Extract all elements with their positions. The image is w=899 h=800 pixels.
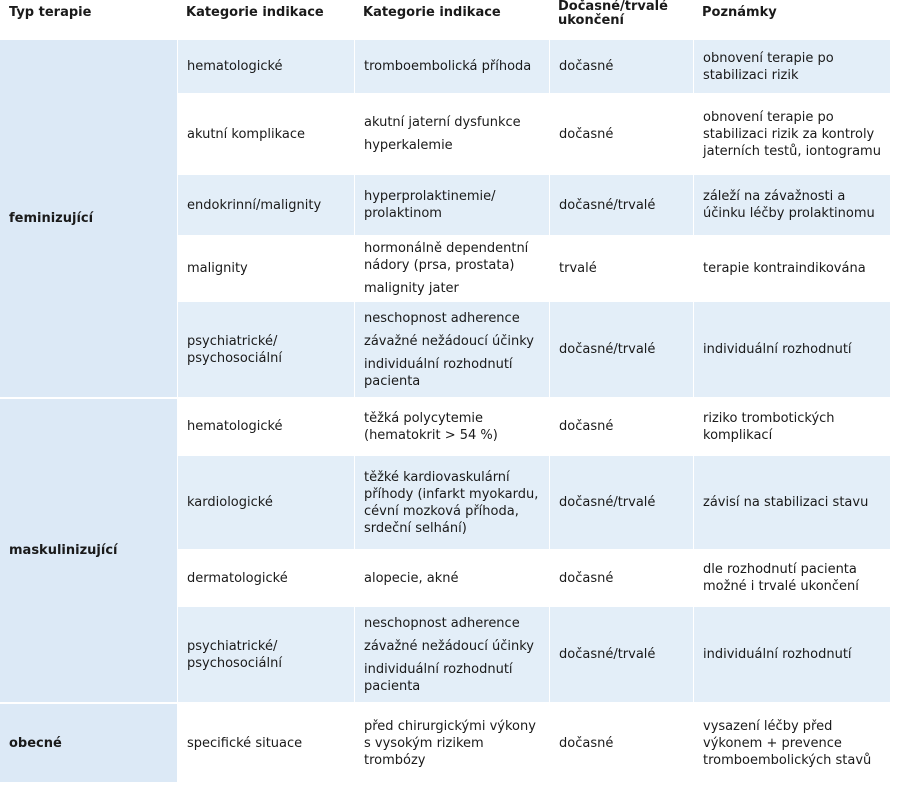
- indication-item: hormonálně dependentní nádory (prsa, prostata): [364, 241, 529, 273]
- header-row: [0, 0, 890, 40]
- duration-cell: dočasné: [549, 40, 693, 95]
- header-indication-detail: Kategorie indikace: [363, 5, 501, 20]
- indication-detail-cell: [354, 551, 549, 607]
- table-row: [0, 399, 890, 456]
- therapy-type-cell: maskulinizující: [0, 399, 177, 704]
- note-cell: dle rozhodnutí pacienta možné i trvalé ukončení: [693, 551, 890, 607]
- header-duration: Dočasné/trvalé ukončení: [558, 0, 668, 28]
- indication-detail-cell: [354, 95, 549, 175]
- indication-category-cell: akutní komplikace: [177, 95, 354, 175]
- indication-item: závažné nežádoucí účinky: [364, 333, 535, 349]
- table-row: [0, 704, 890, 784]
- duration-cell: dočasné/trvalé: [549, 456, 693, 551]
- indication-detail-cell: [354, 237, 549, 302]
- note-cell: individuální rozhodnutí: [693, 607, 890, 704]
- note-cell: závisí na stabilizaci stavu: [693, 456, 890, 551]
- indication-category-cell: endokrinní/malignity: [177, 175, 354, 237]
- indication-detail-cell: [354, 607, 549, 704]
- indication-item: neschopnost adherence: [364, 615, 520, 631]
- header-indication-category: Kategorie indikace: [186, 5, 324, 20]
- note-cell: individuální rozhodnutí: [693, 302, 890, 399]
- indication-detail-cell: [354, 704, 549, 784]
- indication-item: tromboembolická příhoda: [364, 59, 532, 74]
- indication-item: těžké kardiovaskulární příhody (infarkt myokardu, cévní mozková příhoda, srdeční selhání): [364, 469, 539, 536]
- header-therapy-type: Typ terapie: [9, 5, 92, 20]
- indication-category-cell: psychiatrické/ psychosociální: [177, 607, 354, 704]
- table-row: [0, 40, 890, 95]
- indication-detail-cell: [354, 175, 549, 237]
- duration-cell: dočasné/trvalé: [549, 607, 693, 704]
- duration-cell: dočasné: [549, 551, 693, 607]
- duration-cell: dočasné: [549, 704, 693, 784]
- indication-category-cell: hematologické: [177, 399, 354, 456]
- note-cell: terapie kontraindikována: [693, 237, 890, 302]
- indication-item: individuální rozhodnutí pacienta: [364, 356, 513, 389]
- therapy-type-cell: obecné: [0, 704, 177, 784]
- note-cell: obnovení terapie po stabilizaci rizik: [693, 40, 890, 95]
- duration-cell: dočasné: [549, 399, 693, 456]
- duration-cell: dočasné/trvalé: [549, 302, 693, 399]
- indication-item: před chirurgickými výkony s vysokým rizikem trombózy: [364, 718, 536, 768]
- indication-category-cell: dermatologické: [177, 551, 354, 607]
- indication-item: závažné nežádoucí účinky: [364, 638, 535, 654]
- therapy-type-cell: feminizující: [0, 40, 177, 399]
- indication-category-cell: psychiatrické/ psychosociální: [177, 302, 354, 399]
- indication-item: individuální rozhodnutí pacienta: [364, 661, 513, 694]
- note-cell: záleží na závažnosti a účinku léčby prolaktinomu: [693, 175, 890, 237]
- note-cell: riziko trombotických komplikací: [693, 399, 890, 456]
- indication-detail-cell: [354, 399, 549, 456]
- indication-category-cell: hematologické: [177, 40, 354, 95]
- indication-item: neschopnost adherence: [364, 310, 520, 326]
- indication-item: malignity jater: [364, 281, 459, 296]
- table-header: [0, 0, 890, 40]
- indication-item: hyperprolaktinemie/ prolaktinom: [364, 189, 496, 221]
- duration-cell: dočasné/trvalé: [549, 175, 693, 237]
- header-notes: Poznámky: [702, 5, 777, 20]
- indication-detail-cell: [354, 456, 549, 551]
- indication-category-cell: malignity: [177, 237, 354, 302]
- indication-detail-cell: [354, 40, 549, 95]
- indication-detail-cell: [354, 302, 549, 399]
- table-body: [0, 40, 890, 784]
- indication-item: akutní jaterní dysfunkce: [364, 115, 521, 130]
- note-cell: obnovení terapie po stabilizaci rizik za kontroly jaterních testů, iontogramu: [693, 95, 890, 175]
- duration-cell: dočasné: [549, 95, 693, 175]
- indication-category-cell: kardiologické: [177, 456, 354, 551]
- indication-category-cell: specifické situace: [177, 704, 354, 784]
- indication-item: alopecie, akné: [364, 570, 459, 586]
- note-cell: vysazení léčby před výkonem + prevence tromboembolických stavů: [693, 704, 890, 784]
- indication-item: hyperkalemie: [364, 138, 453, 153]
- indication-item: těžká polycytemie (hematokrit > 54 %): [364, 410, 498, 443]
- duration-cell: trvalé: [549, 237, 693, 302]
